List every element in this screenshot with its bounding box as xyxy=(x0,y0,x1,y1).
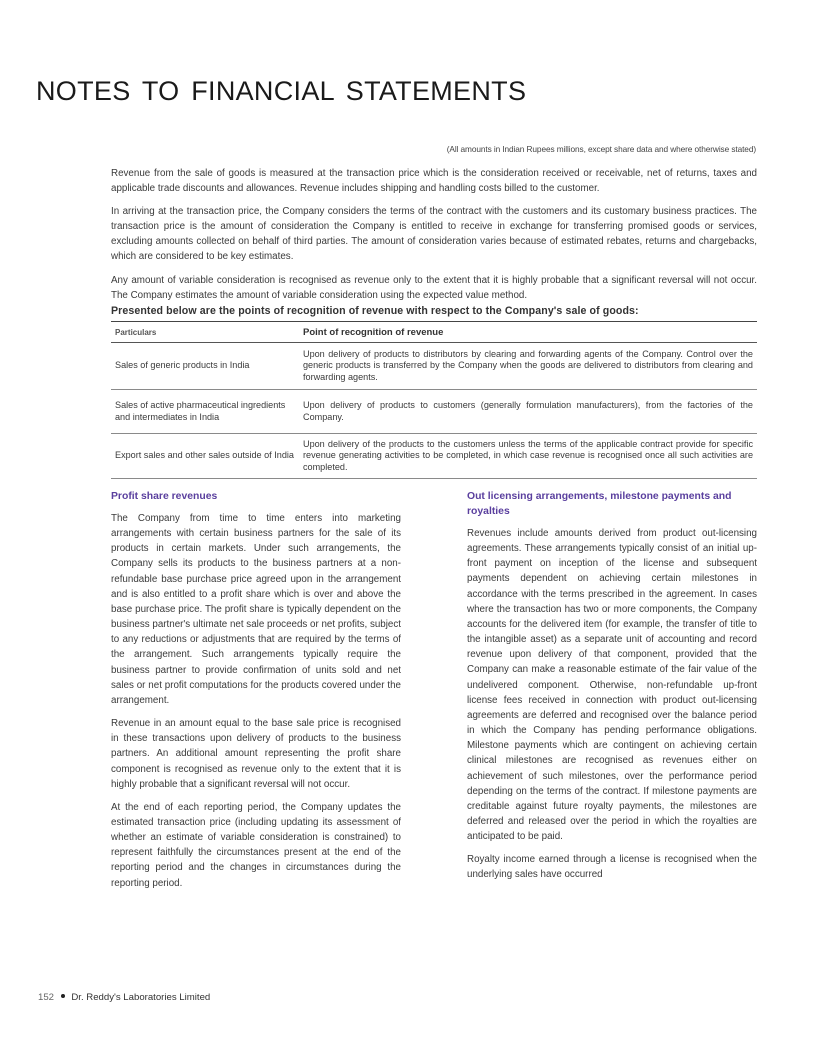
page-footer xyxy=(38,992,210,1003)
table-heading: Presented below are the points of recognition of revenue with respect to the Company's sale of goods: xyxy=(111,305,639,317)
recognition-point-cell: Upon delivery of products to distributors by clearing and forwarding agents of the Company. Control over the generic products is transferred by the Company when the goods are delivered to distributors from clearing and forwarding agents. xyxy=(299,343,757,390)
column-header-particulars: Particulars xyxy=(111,322,299,343)
body-paragraph: Revenues include amounts derived from product out-licensing agreements. These arrangements typically consist of an initial up-front payment on inception of the license and subsequent payments dependent on achieving certain milestones in accordance with the terms prescribed in the agreement. In cases where the transaction has two or more components, the Company accounts for the delivered item (for example, the transfer of title to the intangible asset) as a separate unit of accounting and record revenue upon delivery of that component, provided that the Company can make a reasonable estimate of the fair value of the undelivered component. Otherwise, non-refundable up-front license fees received in connection with product out-licensing agreements are deferred and recognised over the balance period in which the Company has pending performance obligations. Milestone payments which are contingent on achieving certain clinical milestones are recognised as revenues either on achievement of such milestones, over the performance period depending on the terms of the contract. If milestone payments are creditable against future royalty payments, the milestones are deferred and released over the period in which the royalties are anticipated to be paid. xyxy=(467,528,757,843)
intro-paragraph: In arriving at the transaction price, the Company considers the terms of the contract with the customers and its customary business practices. The transaction price is the amount of consideration the Company is entitled to receive in exchange for transferring promised goods or services, excluding amounts collected on behalf of third parties. The amount of consideration varies because of estimated rebates, returns and chargebacks, which are considered to be key estimates. xyxy=(111,206,757,263)
profit-share-section xyxy=(111,489,401,899)
section-heading: Out licensing arrangements, milestone payments and royalties xyxy=(467,491,732,517)
column-header-point-of-recognition: Point of recognition of revenue xyxy=(299,322,757,343)
company-name: Dr. Reddy's Laboratories Limited xyxy=(71,992,211,1003)
table-row xyxy=(111,434,757,479)
recognition-point-cell: Upon delivery of products to customers (generally formulation manufacturers), from the factories of the Company. xyxy=(299,390,757,434)
revenue-recognition-table xyxy=(111,321,757,479)
out-licensing-section xyxy=(467,489,757,891)
intro-paragraph: Any amount of variable consideration is recognised as revenue only to the extent that it is highly probable that a significant reversal will not occur. The Company estimates the amount of variable consideration using the expected value method. xyxy=(111,274,757,301)
intro-section xyxy=(111,166,757,311)
body-paragraph: The Company from time to time enters into marketing arrangements with certain business partners for the sale of its products in certain markets. Under such arrangements, the Company sells its products to the business partners at a non-refundable base purchase price agreed upon in the arrangement and is also entitled to a profit share which is over and above the base purchase price. The profit share is typically dependent on the business partner's ultimate net sale proceeds or net profits, subject to any reductions or adjustments that are required by the terms of the arrangement. Such arrangements typically require the business partner to provide confirmation of units sold and net sales or net profit computations for the products covered under the arrangement. xyxy=(111,513,401,706)
page-title: NOTES TO FINANCIAL STATEMENTS xyxy=(36,76,527,106)
section-heading: Profit share revenues xyxy=(111,491,218,502)
amounts-note: (All amounts in Indian Rupees millions, except share data and where otherwise stated) xyxy=(446,144,756,154)
intro-paragraph: Revenue from the sale of goods is measured at the transaction price which is the consideration received or receivable, net of returns, taxes and applicable trade discounts and allowances. Revenue includes shipping and handling costs billed to the customer. xyxy=(111,168,757,195)
body-paragraph: Revenue in an amount equal to the base sale price is recognised in these transactions upon delivery of products to the business partners. An additional amount representing the profit share component is recognised as revenue only to the extent that it is highly probable that a significant reversal will not occur. xyxy=(111,718,401,790)
body-paragraph: Royalty income earned through a license is recognised when the underlying sales have occurred xyxy=(467,854,757,881)
particulars-cell: Sales of generic products in India xyxy=(111,343,299,390)
bullet-separator-icon xyxy=(61,994,65,998)
particulars-cell: Sales of active pharmaceutical ingredients and intermediates in India xyxy=(111,390,299,434)
page-number: 152 xyxy=(38,992,55,1003)
table-row xyxy=(111,390,757,434)
table-row xyxy=(111,343,757,390)
table-header-row xyxy=(111,322,757,343)
recognition-point-cell: Upon delivery of the products to the customers unless the terms of the applicable contract provide for specific revenue generating activities to be completed, in which case revenue is recognised once all such activities are completed. xyxy=(299,434,757,479)
particulars-cell: Export sales and other sales outside of India xyxy=(111,434,299,479)
body-paragraph: At the end of each reporting period, the Company updates the estimated transaction price (including updating its assessment of whether an estimate of variable consideration is constrained) to represent faithfully the circumstances present at the end of the reporting period and the changes in circumstances during the reporting period. xyxy=(111,801,401,889)
